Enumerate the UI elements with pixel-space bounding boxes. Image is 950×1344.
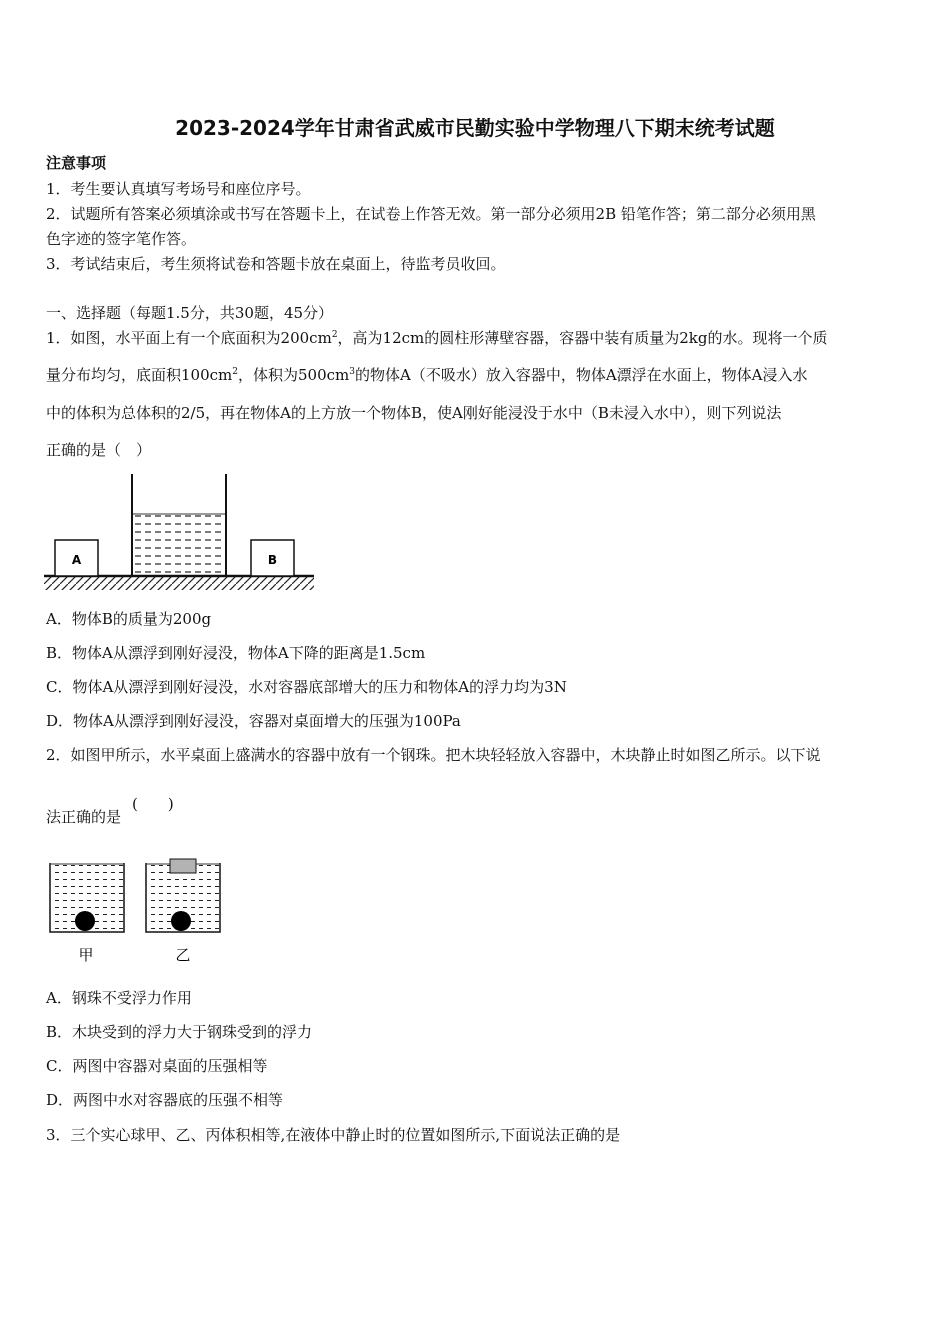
yi-wood-block [170,859,196,873]
ground-hatch [44,576,314,590]
block-a-label: A [71,553,82,567]
q2-option-d: D．两图中水对容器底的压强不相等 [46,1091,284,1109]
q1-stem-line: 正确的是（ ） [46,441,152,459]
yi-label: 乙 [175,946,191,964]
q1-stem-line: 1．如图，水平面上有一个底面积为$200cm^2$，高为12cm的圆柱形薄壁容器，容器中装有质量为2kg的水。现将一个质 [46,329,828,347]
q1-figure [44,472,316,592]
section-heading: 一、选择题（每题1.5分，共30题，45分） [46,304,334,322]
q2-answer-paren: ( ) [132,795,174,813]
notice-item: 1．考生要认真填写考场号和座位序号。 [46,180,311,198]
q1-option-d: D．物体A从漂浮到刚好浸没，容器对桌面增大的压强为100Pa [46,712,461,730]
q2-figure [46,855,228,967]
block-b-label: B [267,553,278,567]
q1-stem-line: 中的体积为总体积的2/5，再在物体A的上方放一个物体B，使A刚好能浸没于水中（B未浸入水中），则下列说法 [46,404,782,422]
q2-stem-line: 2．如图甲所示，水平桌面上盛满水的容器中放有一个钢珠。把木块轻轻放入容器中，木块静止时如图乙所示。以下说 [46,746,821,764]
q2-stem-line: 法正确的是 [46,808,122,826]
q2-option-c: C．两图中容器对桌面的压强相等 [46,1057,268,1075]
q1-stem-line: 量分布均匀，底面积$100cm^2$，体积为$500cm^3$的物体A（不吸水）放入容器中，物体A漂浮在水面上，物体A浸入水 [46,366,808,384]
water-in-container [133,514,225,576]
q3-stem-line: 3．三个实心球甲、乙、丙体积相等,在液体中静止时的位置如图所示,下面说法正确的是 [46,1126,621,1144]
jia-label: 甲 [78,946,94,964]
q1-option-b: B．物体A从漂浮到刚好浸没，物体A下降的距离是1.5cm [46,644,426,662]
yi-steel-ball [171,911,191,931]
q1-option-c: C．物体A从漂浮到刚好浸没，水对容器底部增大的压力和物体A的浮力均为3N [46,678,567,696]
notice-item: 色字迹的签字笔作答。 [46,230,197,248]
notice-item: 2．试题所有答案必须填涂或书写在答题卡上，在试卷上作答无效。第一部分必须用2B 铅笔作答；第二部分必须用黑 [46,205,816,223]
q2-option-a: A．钢珠不受浮力作用 [46,989,192,1007]
notice-heading: 注意事项 [46,154,107,172]
page-title: 2023-2024学年甘肃省武威市民勤实验中学物理八下期末统考试题 [175,116,775,140]
q2-option-b: B．木块受到的浮力大于钢珠受到的浮力 [46,1023,313,1041]
q1-option-a: A．物体B的质量为200g [46,610,212,628]
jia-steel-ball [75,911,95,931]
notice-item: 3．考试结束后，考生须将试卷和答题卡放在桌面上，待监考员收回。 [46,255,506,273]
